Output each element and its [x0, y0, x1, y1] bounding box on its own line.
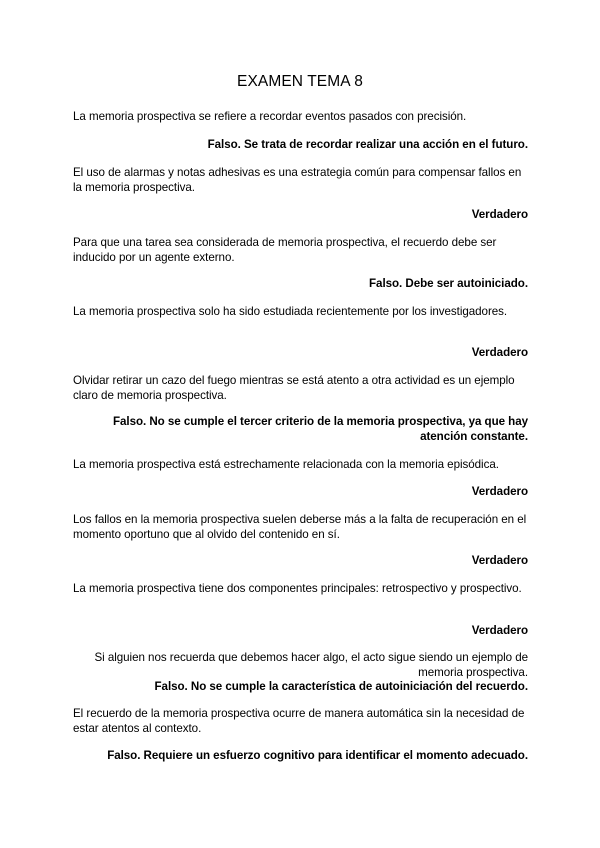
page-title: EXAMEN TEMA 8: [237, 73, 363, 90]
question-statement: Para que una tarea sea considerada de memoria prospectiva, el recuerdo debe ser inducido por un agente externo.: [73, 236, 497, 264]
answer-text: Verdadero: [471, 624, 528, 637]
answer-text: Verdadero: [471, 554, 528, 567]
question-statement: El recuerdo de la memoria prospectiva ocurre de manera automática sin la necesidad de estar atentos al contexto.: [73, 707, 525, 735]
question-statement: Olvidar retirar un cazo del fuego mientras se está atento a otra actividad es un ejemplo claro de memoria prospectiva.: [73, 374, 515, 402]
question-statement: La memoria prospectiva solo ha sido estudiada recientemente por los investigadores.: [73, 305, 508, 318]
answer-text: Verdadero: [471, 485, 528, 498]
answer-text: Falso. Se trata de recordar realizar una acción en el futuro.: [207, 138, 528, 151]
question-statement: El uso de alarmas y notas adhesivas es una estrategia común para compensar fallos en la memoria prospectiva.: [73, 166, 522, 194]
question-statement: Si alguien nos recuerda que debemos hacer algo, el acto sigue siendo un ejemplo de memoria prospectiva.: [94, 651, 528, 679]
answer-text: Falso. No se cumple la característica de autoiniciación del recuerdo.: [154, 680, 528, 693]
answer-text: Verdadero: [471, 208, 528, 221]
answer-text: Verdadero: [471, 346, 528, 359]
question-statement: La memoria prospectiva está estrechamente relacionada con la memoria episódica.: [73, 458, 499, 471]
answer-text: Falso. Requiere un esfuerzo cognitivo para identificar el momento adecuado.: [107, 749, 528, 762]
question-statement: La memoria prospectiva tiene dos componentes principales: retrospectivo y prospectivo.: [73, 582, 522, 595]
question-statement: Los fallos en la memoria prospectiva suelen deberse más a la falta de recuperación en el momento oportuno que al olvido del contenido en sí.: [73, 513, 527, 541]
answer-text: Falso. No se cumple el tercer criterio de la memoria prospectiva, ya que hay atención constante.: [112, 415, 528, 443]
question-statement: La memoria prospectiva se refiere a recordar eventos pasados con precisión.: [73, 110, 467, 123]
answer-text: Falso. Debe ser autoiniciado.: [369, 277, 528, 290]
